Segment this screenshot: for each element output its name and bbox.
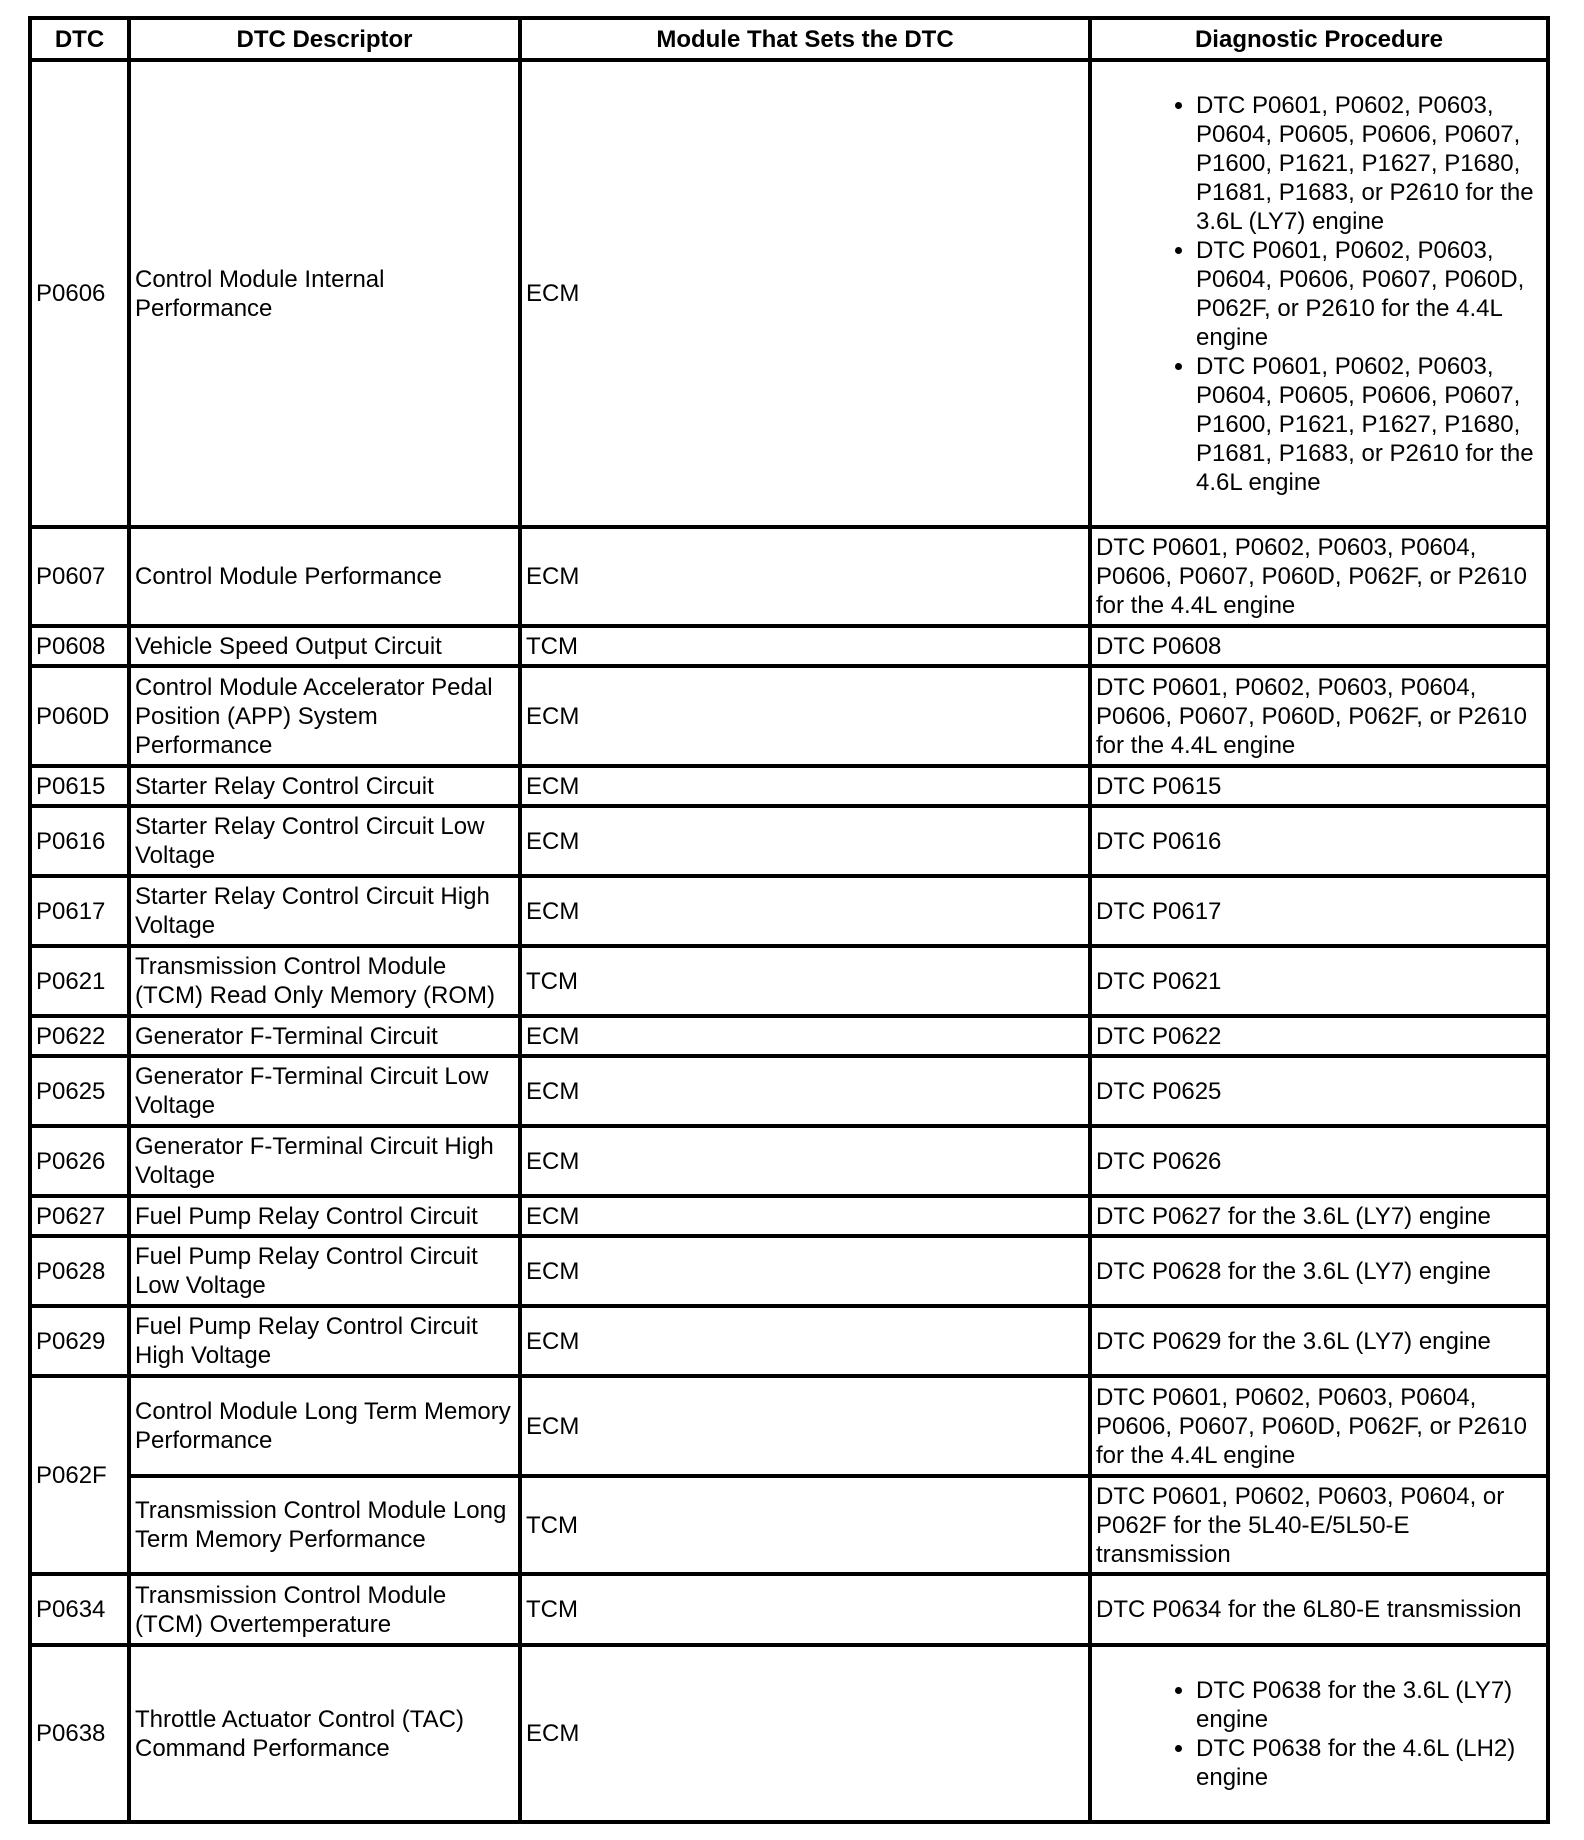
diagnostic-procedure [1090, 1645, 1548, 1822]
setting-module: ECM [520, 806, 1090, 876]
table-header-row [30, 18, 1548, 60]
dtc-code: P0625 [30, 1056, 129, 1126]
table-row [30, 1196, 1548, 1236]
setting-module: ECM [520, 1645, 1090, 1822]
table-row [30, 1126, 1548, 1196]
dtc-code: P0629 [30, 1306, 129, 1376]
table-row [30, 806, 1548, 876]
diagnostic-procedure: DTC P0629 for the 3.6L (LY7) engine [1090, 1306, 1548, 1376]
procedure-item: • DTC P0601, P0602, P0603, P0604, P0605, P0606, P0607, P1600, P1621, P1627, P1680, P1681, P1683, or P2610 for the 4.6L engine [1196, 352, 1538, 497]
table-row [30, 527, 1548, 626]
dtc-descriptor: Vehicle Speed Output Circuit [129, 626, 520, 666]
table-row [30, 1306, 1548, 1376]
dtc-descriptor: Control Module Internal Performance [129, 60, 520, 527]
setting-module: TCM [520, 1476, 1090, 1574]
setting-module: ECM [520, 1016, 1090, 1056]
dtc-code: P062F [30, 1376, 129, 1574]
dtc-descriptor: Control Module Accelerator Pedal Position (APP) System Performance [129, 666, 520, 766]
header-descriptor: DTC Descriptor [129, 18, 520, 60]
diagnostic-procedure: DTC P0616 [1090, 806, 1548, 876]
diagnostic-procedure: DTC P0617 [1090, 876, 1548, 946]
setting-module: ECM [520, 876, 1090, 946]
diagnostic-procedure: DTC P0625 [1090, 1056, 1548, 1126]
setting-module: TCM [520, 1574, 1090, 1645]
procedure-item: • DTC P0601, P0602, P0603, P0604, P0606, P0607, P060D, P062F, or P2610 for the 4.4L engine [1196, 236, 1538, 352]
table-row [30, 876, 1548, 946]
dtc-descriptor: Generator F-Terminal Circuit High Voltage [129, 1126, 520, 1196]
dtc-code: P0628 [30, 1236, 129, 1306]
setting-module: ECM [520, 1056, 1090, 1126]
table-row [30, 1376, 1548, 1476]
header-dtc: DTC [30, 18, 129, 60]
diagnostic-procedure: DTC P0626 [1090, 1126, 1548, 1196]
dtc-code: P0621 [30, 946, 129, 1016]
dtc-descriptor: Transmission Control Module (TCM) Read Only Memory (ROM) [129, 946, 520, 1016]
procedure-list [1096, 1676, 1538, 1792]
table-row [30, 946, 1548, 1016]
dtc-descriptor: Transmission Control Module (TCM) Overtemperature [129, 1574, 520, 1645]
diagnostic-procedure: DTC P0634 for the 6L80-E transmission [1090, 1574, 1548, 1645]
dtc-descriptor: Generator F-Terminal Circuit Low Voltage [129, 1056, 520, 1126]
procedure-list [1096, 91, 1538, 497]
diagnostic-procedure: DTC P0615 [1090, 766, 1548, 806]
dtc-descriptor: Starter Relay Control Circuit Low Voltage [129, 806, 520, 876]
procedure-item: • DTC P0638 for the 3.6L (LY7) engine [1196, 1676, 1538, 1734]
document-page [28, 16, 1550, 1824]
setting-module: ECM [520, 1236, 1090, 1306]
dtc-descriptor: Starter Relay Control Circuit High Voltage [129, 876, 520, 946]
table-row [30, 1645, 1548, 1822]
table-row [30, 626, 1548, 666]
setting-module: ECM [520, 60, 1090, 527]
dtc-code: P0627 [30, 1196, 129, 1236]
diagnostic-procedure: DTC P0601, P0602, P0603, P0604, or P062F for the 5L40-E/5L50-E transmission [1090, 1476, 1548, 1574]
diagnostic-procedure: DTC P0601, P0602, P0603, P0604, P0606, P0607, P060D, P062F, or P2610 for the 4.4L engine [1090, 1376, 1548, 1476]
header-procedure: Diagnostic Procedure [1090, 18, 1548, 60]
table-row [30, 766, 1548, 806]
diagnostic-procedure: DTC P0601, P0602, P0603, P0604, P0606, P0607, P060D, P062F, or P2610 for the 4.4L engine [1090, 527, 1548, 626]
diagnostic-procedure [1090, 60, 1548, 527]
table-row [30, 1476, 1548, 1574]
setting-module: ECM [520, 1196, 1090, 1236]
header-module: Module That Sets the DTC [520, 18, 1090, 60]
setting-module: ECM [520, 1126, 1090, 1196]
procedure-item: • DTC P0638 for the 4.6L (LH2) engine [1196, 1734, 1538, 1792]
dtc-code: P0617 [30, 876, 129, 946]
table-row [30, 1016, 1548, 1056]
table-row [30, 1574, 1548, 1645]
dtc-code: P0615 [30, 766, 129, 806]
dtc-descriptor: Fuel Pump Relay Control Circuit Low Voltage [129, 1236, 520, 1306]
dtc-descriptor: Control Module Long Term Memory Performance [129, 1376, 520, 1476]
setting-module: ECM [520, 766, 1090, 806]
procedure-item: • DTC P0601, P0602, P0603, P0604, P0605, P0606, P0607, P1600, P1621, P1627, P1680, P1681, P1683, or P2610 for the 3.6L (LY7) engine [1196, 91, 1538, 236]
diagnostic-procedure: DTC P0627 for the 3.6L (LY7) engine [1090, 1196, 1548, 1236]
dtc-descriptor: Control Module Performance [129, 527, 520, 626]
dtc-code: P0622 [30, 1016, 129, 1056]
setting-module: TCM [520, 626, 1090, 666]
table-row [30, 60, 1548, 527]
diagnostic-procedure: DTC P0608 [1090, 626, 1548, 666]
diagnostic-procedure: DTC P0601, P0602, P0603, P0604, P0606, P0607, P060D, P062F, or P2610 for the 4.4L engine [1090, 666, 1548, 766]
dtc-descriptor: Starter Relay Control Circuit [129, 766, 520, 806]
setting-module: ECM [520, 527, 1090, 626]
dtc-descriptor: Generator F-Terminal Circuit [129, 1016, 520, 1056]
dtc-code: P0616 [30, 806, 129, 876]
dtc-code: P0638 [30, 1645, 129, 1822]
setting-module: ECM [520, 1376, 1090, 1476]
diagnostic-procedure: DTC P0628 for the 3.6L (LY7) engine [1090, 1236, 1548, 1306]
dtc-code: P060D [30, 666, 129, 766]
dtc-descriptor: Transmission Control Module Long Term Memory Performance [129, 1476, 520, 1574]
dtc-code: P0626 [30, 1126, 129, 1196]
table-row [30, 666, 1548, 766]
table-row [30, 1236, 1548, 1306]
dtc-code: P0634 [30, 1574, 129, 1645]
diagnostic-procedure: DTC P0622 [1090, 1016, 1548, 1056]
table-row [30, 1056, 1548, 1126]
dtc-code: P0606 [30, 60, 129, 527]
dtc-descriptor: Fuel Pump Relay Control Circuit [129, 1196, 520, 1236]
setting-module: TCM [520, 946, 1090, 1016]
dtc-descriptor: Fuel Pump Relay Control Circuit High Voltage [129, 1306, 520, 1376]
dtc-table [28, 16, 1550, 1824]
setting-module: ECM [520, 666, 1090, 766]
dtc-code: P0608 [30, 626, 129, 666]
diagnostic-procedure: DTC P0621 [1090, 946, 1548, 1016]
dtc-code: P0607 [30, 527, 129, 626]
setting-module: ECM [520, 1306, 1090, 1376]
dtc-descriptor: Throttle Actuator Control (TAC) Command Performance [129, 1645, 520, 1822]
